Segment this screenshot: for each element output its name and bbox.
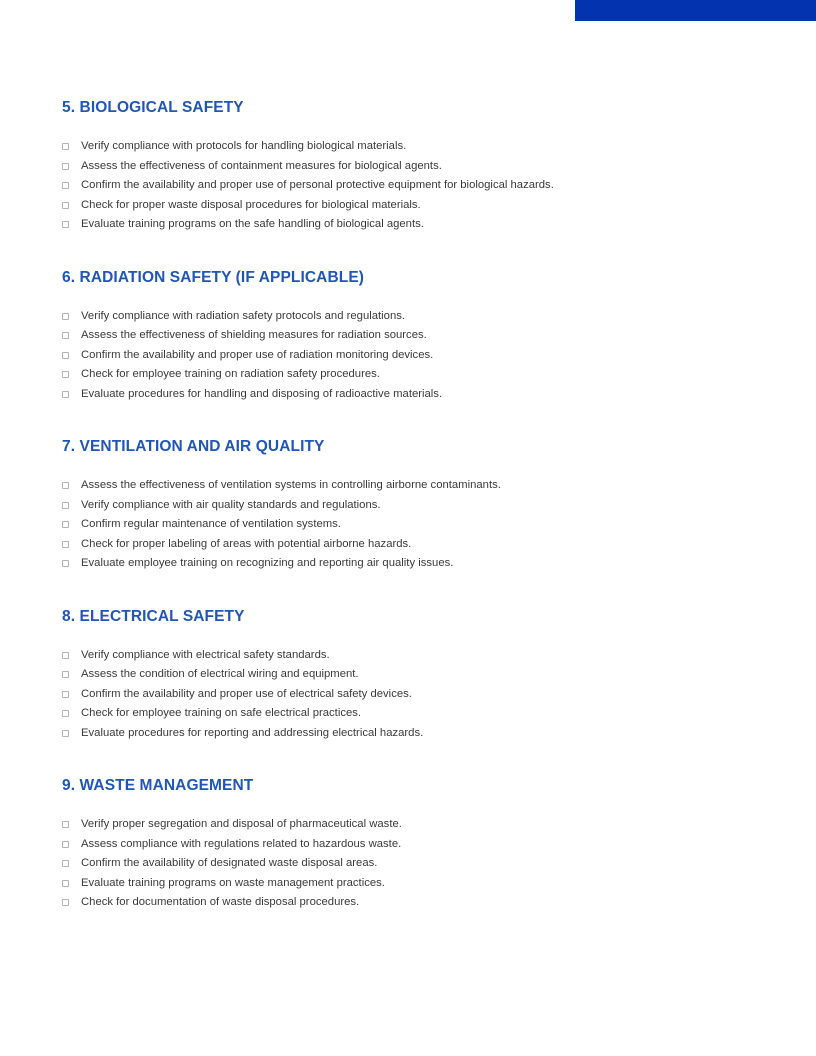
checklist-item-label: Verify compliance with electrical safety standards. bbox=[81, 648, 330, 661]
checkbox-icon[interactable] bbox=[62, 541, 69, 548]
checklist-section bbox=[62, 607, 752, 746]
checklist-item[interactable] bbox=[62, 687, 752, 707]
checkbox-icon[interactable] bbox=[62, 371, 69, 378]
checklist-item[interactable] bbox=[62, 478, 752, 498]
checklist-item[interactable] bbox=[62, 198, 752, 218]
checklist-item-label: Evaluate training programs on waste management practices. bbox=[81, 876, 385, 889]
checklist-item-label: Confirm the availability of designated waste disposal areas. bbox=[81, 857, 378, 869]
checkbox-icon[interactable] bbox=[62, 710, 69, 717]
checklist-item-label: Evaluate training programs on the safe handling of biological agents. bbox=[81, 218, 424, 230]
checklist-item[interactable] bbox=[62, 895, 752, 915]
checklist-section bbox=[62, 268, 752, 407]
checklist-item[interactable] bbox=[62, 348, 752, 368]
checklist bbox=[62, 309, 752, 407]
checklist-item[interactable] bbox=[62, 309, 752, 329]
section-heading: 5. BIOLOGICAL SAFETY bbox=[62, 99, 244, 116]
checklist-item[interactable] bbox=[62, 178, 752, 198]
checkbox-icon[interactable] bbox=[62, 899, 69, 906]
checklist-item[interactable] bbox=[62, 556, 752, 576]
checkbox-icon[interactable] bbox=[62, 221, 69, 228]
checklist-item[interactable] bbox=[62, 217, 752, 237]
checkbox-icon[interactable] bbox=[62, 521, 69, 528]
checklist bbox=[62, 139, 752, 237]
checklist-item-label: Verify proper segregation and disposal of pharmaceutical waste. bbox=[81, 818, 402, 830]
checklist-item[interactable] bbox=[62, 706, 752, 726]
checklist-item[interactable] bbox=[62, 726, 752, 746]
checklist-item[interactable] bbox=[62, 139, 752, 159]
checkbox-icon[interactable] bbox=[62, 163, 69, 170]
checklist-item-label: Check for proper labeling of areas with potential airborne hazards. bbox=[81, 537, 412, 550]
section-heading: 9. WASTE MANAGEMENT bbox=[62, 777, 254, 794]
checklist-section bbox=[62, 98, 752, 237]
checkbox-icon[interactable] bbox=[62, 652, 69, 659]
checkbox-icon[interactable] bbox=[62, 482, 69, 489]
checklist-item-label: Check for proper waste disposal procedures for biological materials. bbox=[81, 198, 421, 211]
checklist-item-label: Confirm regular maintenance of ventilation systems. bbox=[81, 518, 341, 530]
checklist-item[interactable] bbox=[62, 648, 752, 668]
checklist-item[interactable] bbox=[62, 387, 752, 407]
checklist-section bbox=[62, 437, 752, 576]
checklist-item[interactable] bbox=[62, 498, 752, 518]
checkbox-icon[interactable] bbox=[62, 502, 69, 509]
checkbox-icon[interactable] bbox=[62, 202, 69, 209]
checklist bbox=[62, 478, 752, 576]
checkbox-icon[interactable] bbox=[62, 880, 69, 887]
checklist-item[interactable] bbox=[62, 328, 752, 348]
checkbox-icon[interactable] bbox=[62, 182, 69, 189]
checklist-item-label: Check for employee training on safe electrical practices. bbox=[81, 707, 362, 719]
checklist-item[interactable] bbox=[62, 367, 752, 387]
checkbox-icon[interactable] bbox=[62, 860, 69, 867]
checklist-item-label: Verify compliance with protocols for handling biological materials. bbox=[81, 140, 407, 152]
section-heading: 8. ELECTRICAL SAFETY bbox=[62, 607, 245, 625]
header-accent-bar bbox=[575, 0, 816, 21]
checklist-item-label: Confirm the availability and proper use of radiation monitoring devices. bbox=[81, 348, 434, 361]
section-heading: 7. VENTILATION AND AIR QUALITY bbox=[62, 438, 325, 455]
checkbox-icon[interactable] bbox=[62, 671, 69, 678]
checklist bbox=[62, 648, 752, 746]
section-heading: 6. RADIATION SAFETY (IF APPLICABLE) bbox=[62, 268, 365, 286]
checklist-item-label: Check for documentation of waste disposal procedures. bbox=[81, 896, 360, 908]
checklist-item[interactable] bbox=[62, 517, 752, 537]
checklist bbox=[62, 817, 752, 915]
checklist-item-label: Assess the effectiveness of containment measures for biological agents. bbox=[81, 159, 442, 172]
checklist-item[interactable] bbox=[62, 837, 752, 857]
checklist-item[interactable] bbox=[62, 876, 752, 896]
checklist-item[interactable] bbox=[62, 537, 752, 557]
checklist-item[interactable] bbox=[62, 856, 752, 876]
checklist-item[interactable] bbox=[62, 159, 752, 179]
checklist-item-label: Verify compliance with radiation safety protocols and regulations. bbox=[81, 309, 406, 322]
checklist-item-label: Assess the condition of electrical wiring and equipment. bbox=[81, 668, 359, 680]
checklist-item[interactable] bbox=[62, 667, 752, 687]
checkbox-icon[interactable] bbox=[62, 352, 69, 359]
checklist-item-label: Assess the effectiveness of shielding measures for radiation sources. bbox=[81, 329, 427, 341]
checklist-item[interactable] bbox=[62, 817, 752, 837]
checkbox-icon[interactable] bbox=[62, 391, 69, 398]
checkbox-icon[interactable] bbox=[62, 332, 69, 339]
checklist-section bbox=[62, 776, 752, 915]
checklist-item-label: Verify compliance with air quality standards and regulations. bbox=[81, 498, 381, 511]
checklist-item-label: Evaluate procedures for reporting and addressing electrical hazards. bbox=[81, 726, 424, 739]
checklist-item-label: Check for employee training on radiation safety procedures. bbox=[81, 368, 380, 380]
checkbox-icon[interactable] bbox=[62, 313, 69, 320]
checklist-item-label: Evaluate procedures for handling and disposing of radioactive materials. bbox=[81, 387, 443, 400]
checkbox-icon[interactable] bbox=[62, 691, 69, 698]
checklist-item-label: Confirm the availability and proper use of personal protective equipment for biological hazards. bbox=[81, 179, 554, 191]
checkbox-icon[interactable] bbox=[62, 560, 69, 567]
checkbox-icon[interactable] bbox=[62, 143, 69, 150]
checkbox-icon[interactable] bbox=[62, 841, 69, 848]
checklist-item-label: Confirm the availability and proper use of electrical safety devices. bbox=[81, 687, 412, 700]
checklist-item-label: Evaluate employee training on recognizing and reporting air quality issues. bbox=[81, 557, 454, 569]
checkbox-icon[interactable] bbox=[62, 730, 69, 737]
checklist-item-label: Assess the effectiveness of ventilation systems in controlling airborne contaminants. bbox=[81, 479, 501, 491]
checkbox-icon[interactable] bbox=[62, 821, 69, 828]
checklist-content bbox=[62, 98, 752, 915]
checklist-item-label: Assess compliance with regulations related to hazardous waste. bbox=[81, 837, 402, 850]
